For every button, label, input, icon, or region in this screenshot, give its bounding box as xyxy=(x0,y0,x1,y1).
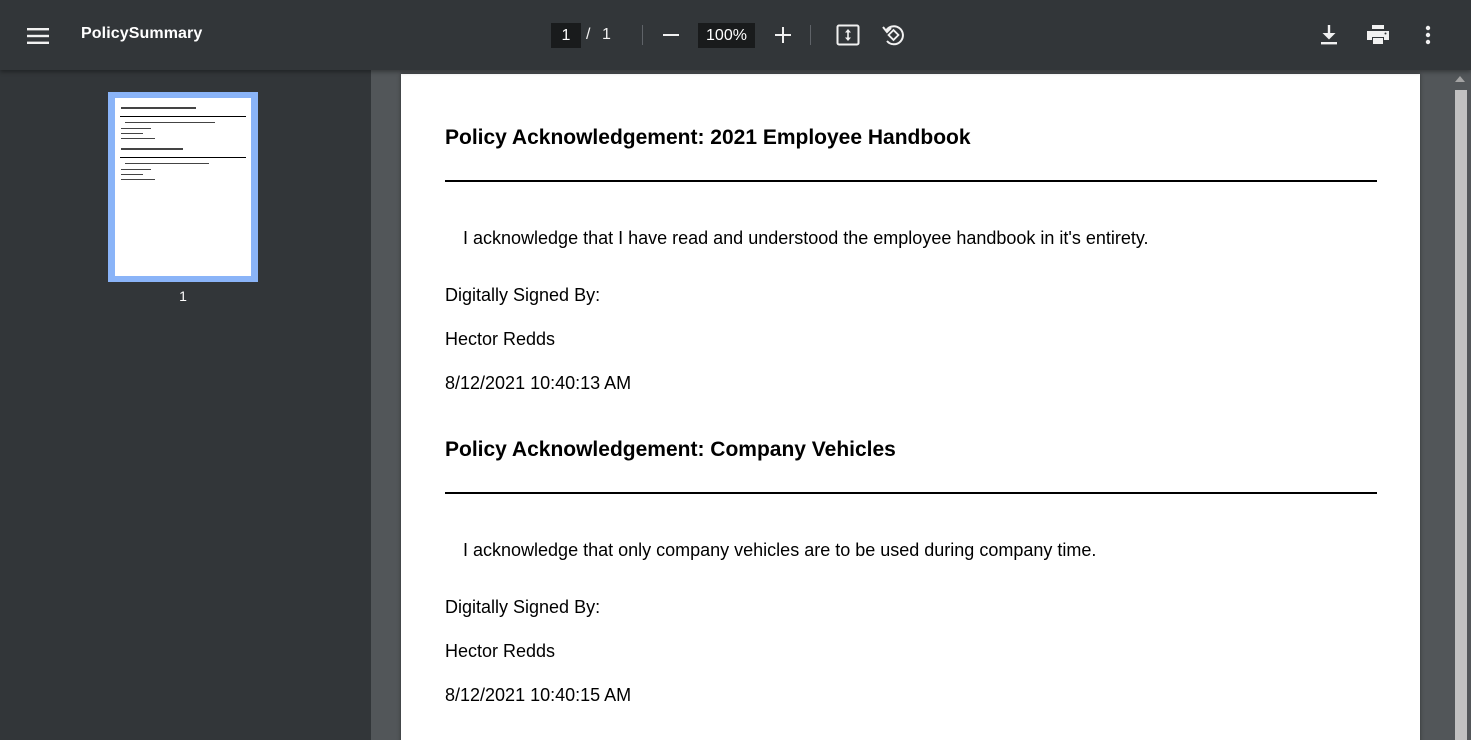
document-viewer xyxy=(371,70,1471,740)
thumbnail-sidebar xyxy=(0,70,371,740)
acknowledgement-statement: I acknowledge that I have read and understood the employee handbook in it's entirety. xyxy=(463,228,1149,248)
download-button[interactable] xyxy=(1313,19,1345,51)
page-number-input[interactable] xyxy=(551,23,581,48)
thumbnail-preview xyxy=(115,98,251,276)
thumbnail-page-number: 1 xyxy=(179,288,187,304)
signed-timestamp: 8/12/2021 10:40:15 AM xyxy=(445,685,632,705)
rotate-icon xyxy=(881,23,905,47)
toolbar-divider xyxy=(810,25,811,45)
pdf-toolbar xyxy=(0,0,1471,70)
more-options-button[interactable] xyxy=(1412,19,1444,51)
toolbar-divider xyxy=(642,25,643,45)
section-divider xyxy=(445,492,1377,494)
document-title: PolicySummary xyxy=(81,25,203,42)
rotate-button[interactable] xyxy=(877,19,909,51)
fit-to-page-button[interactable] xyxy=(832,19,864,51)
signer-name: Hector Redds xyxy=(445,641,556,661)
print-button[interactable] xyxy=(1362,19,1394,51)
print-icon xyxy=(1367,25,1389,45)
hamburger-menu-icon[interactable] xyxy=(22,20,54,52)
pdf-page xyxy=(401,74,1420,740)
plus-icon xyxy=(774,26,792,44)
signed-by-label: Digitally Signed By: xyxy=(445,285,601,305)
signer-name: Hector Redds xyxy=(445,329,556,349)
section-divider xyxy=(445,180,1377,182)
zoom-level-input[interactable] xyxy=(698,23,755,48)
fit-to-page-icon xyxy=(836,24,860,46)
scrollbar-thumb[interactable] xyxy=(1455,90,1467,740)
page-separator: / xyxy=(586,26,591,43)
zoom-in-button[interactable] xyxy=(767,19,799,51)
acknowledgement-statement: I acknowledge that only company vehicles are to be used during company time. xyxy=(463,540,1097,560)
page-total: 1 xyxy=(602,26,611,43)
more-vertical-icon xyxy=(1425,25,1431,45)
minus-icon xyxy=(662,26,680,44)
vertical-scrollbar[interactable] xyxy=(1451,70,1471,740)
signed-timestamp: 8/12/2021 10:40:13 AM xyxy=(445,373,632,393)
signed-by-label: Digitally Signed By: xyxy=(445,597,601,617)
section-title: Policy Acknowledgement: Company Vehicles xyxy=(445,438,896,461)
page-thumbnail[interactable] xyxy=(108,92,258,282)
scroll-up-arrow-icon[interactable] xyxy=(1455,76,1465,82)
zoom-out-button[interactable] xyxy=(655,19,687,51)
download-icon xyxy=(1320,25,1338,45)
section-title: Policy Acknowledgement: 2021 Employee Handbook xyxy=(445,126,971,149)
